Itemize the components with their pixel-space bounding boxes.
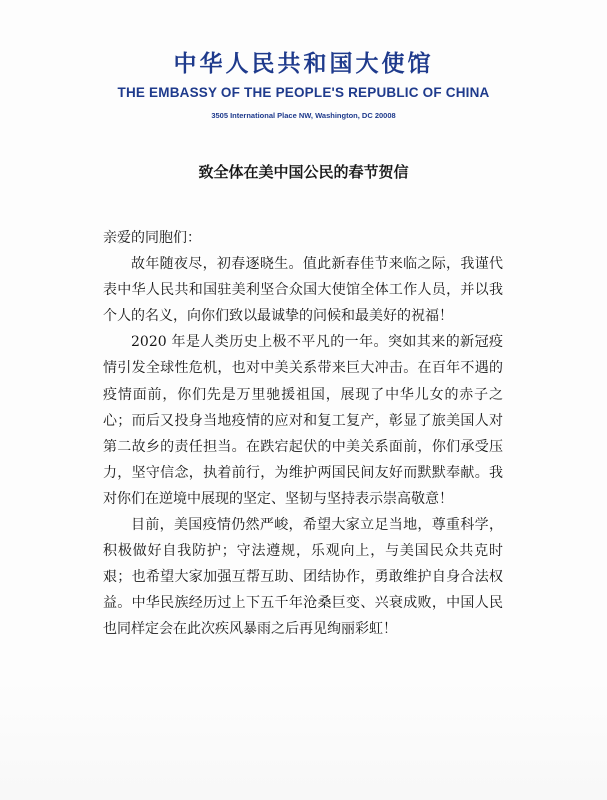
paragraph-3: 目前，美国疫情仍然严峻，希望大家立足当地，尊重科学，积极做好自我防护；守法遵规，乐观向上，与美国民众共克时艰；也希望大家加强互帮互助、团结协作，勇敢维护自身合法权益。中华民族经历过上下五千年沧桑巨变、兴衰成败，中国人民也同样定会在此次疾风暴雨之后再见绚丽彩虹！ xyxy=(103,517,503,638)
letter-body xyxy=(103,225,503,643)
letter-title: 致全体在美中国公民的春节贺信 xyxy=(198,163,409,181)
embassy-name-english: THE EMBASSY OF THE PEOPLE'S REPUBLIC OF CHINA xyxy=(117,85,490,100)
letterhead xyxy=(0,50,607,121)
paragraph-2: 2020 年是人类历史上极不平凡的一年。突如其来的新冠疫情引发全球性危机，也对中美关系带来巨大冲击。在百年不遇的疫情面前，你们先是万里驰援祖国，展现了中华儿女的赤子之心；而后又投身当地疫情的应对和复工复产，彰显了旅美国人对第二故乡的责任担当。在跌宕起伏的中美关系面前，你们承受压力，坚守信念，执着前行，为维护两国民间友好而默默奉献。我对你们在逆境中展现的坚定、坚韧与坚持表示崇高敬意！ xyxy=(103,334,503,507)
embassy-address: 3505 International Place NW, Washington, DC 20008 xyxy=(211,111,396,120)
paragraph-1: 故年随夜尽，初春逐晓生。值此新春佳节来临之际，我谨代表中华人民共和国驻美利坚合众国大使馆全体工作人员，并以我个人的名义，向你们致以最诚挚的问候和最美好的祝福！ xyxy=(103,256,503,325)
salutation: 亲爱的同胞们： xyxy=(103,230,201,246)
page-shadow xyxy=(0,680,607,800)
embassy-name-chinese: 中华人民共和国大使馆 xyxy=(173,51,434,77)
